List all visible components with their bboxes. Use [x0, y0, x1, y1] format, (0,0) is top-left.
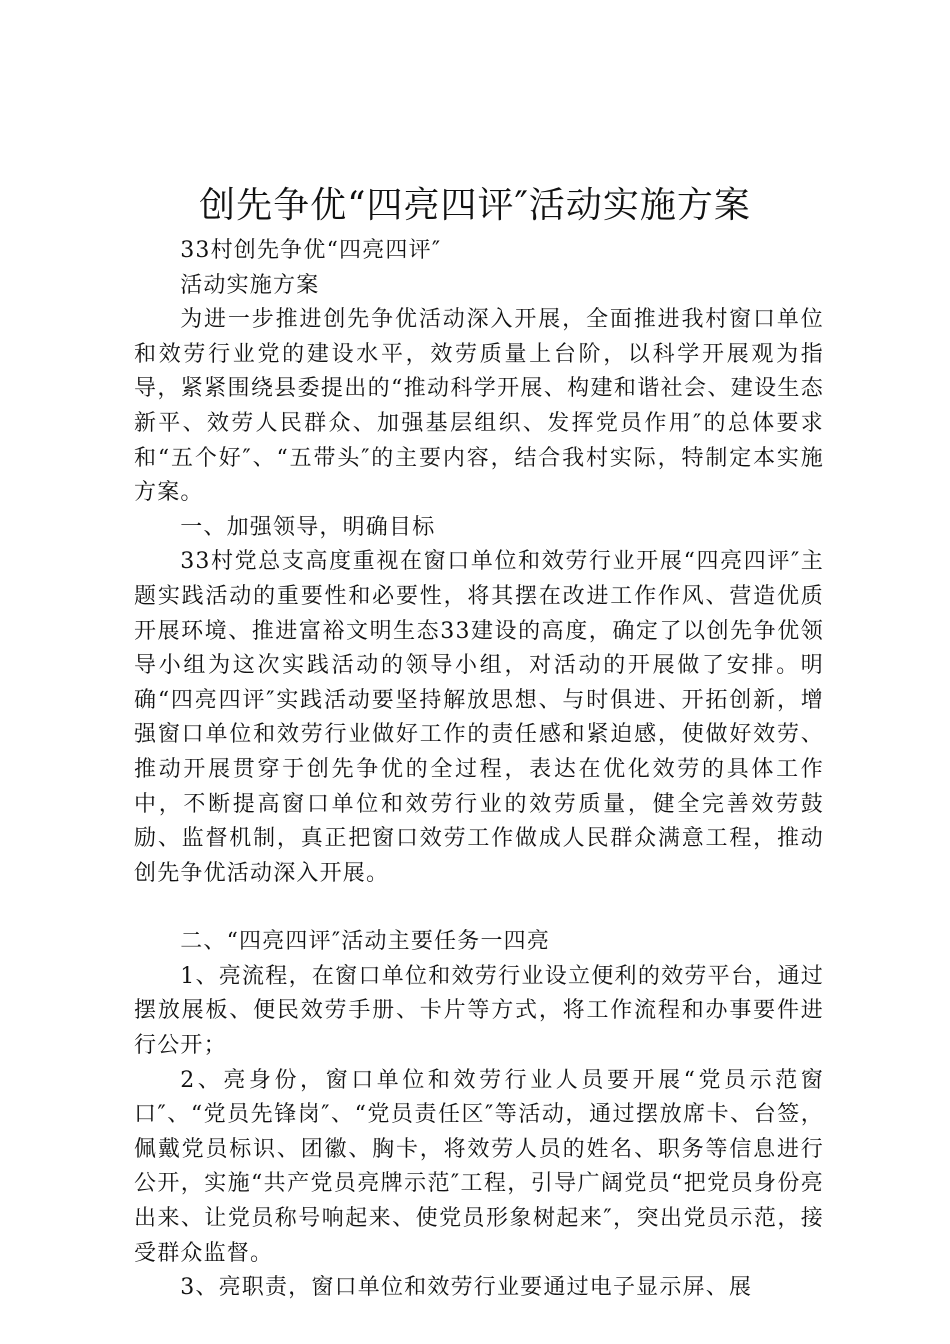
document-title: 创先争优“四亮四评″活动实施方案 — [199, 185, 751, 226]
intro-paragraph: 为进一步推进创先争优活动深入开展，全面推进我村窗口单位和效劳行业党的建设水平，效劳质量上台阶，以科学开展观为指导，紧紧围绕县委提出的“推动科学开展、构建和谐社会、建设生态新平、效劳人民群众、加强基层组织、发挥党员作用″的总体要求和“五个好″、“五带头″的主要内容，结合我村实际，特制定本实施方案。 — [134, 307, 824, 506]
section-2-heading: 二、“四亮四评″活动主要任务一四亮 — [180, 929, 551, 955]
subtitle-line-2: 活动实施方案 — [180, 272, 320, 298]
list-item-1: 1、亮流程，在窗口单位和效劳行业设立便利的效劳平台，通过摆放展板、便民效劳手册、卡片等方式，将工作流程和办事要件进行公开； — [134, 963, 824, 1059]
section-1-paragraph: 33村党总支高度重视在窗口单位和效劳行业开展“四亮四评″主题实践活动的重要性和必要性，将其摆在改进工作作风、营造优质开展环境、推进富裕文明生态33建设的高度，确定了以创先争优领导小组为这次实践活动的领导小组，对活动的开展做了安排。明确“四亮四评″实践活动要坚持解放思想、与时俱进、开拓创新，增强窗口单位和效劳行业做好工作的责任感和紧迫感，使做好效劳、推动开展贯穿于创先争优的全过程，表达在优化效劳的具体工作中，不断提高窗口单位和效劳行业的效劳质量，健全完善效劳鼓励、监督机制，真正把窗口效劳工作做成人民群众满意工程，推动创先争优活动深入开展。 — [134, 549, 824, 886]
paragraph-gap — [134, 891, 824, 925]
document-body — [134, 234, 824, 1306]
list-item-2: 2、亮身份，窗口单位和效劳行业人员要开展“党员示范窗口″、“党员先锋岗″、“党员责任区″等活动，通过摆放席卡、台签，佩戴党员标识、团徽、胸卡，将效劳人员的姓名、职务等信息进行公开，实施“共产党员亮牌示范″工程，引导广阔党员“把党员身份亮出来、让党员称号响起来、使党员形象树起来″，突出党员示范，接受群众监督。 — [134, 1067, 824, 1266]
list-item-3: 3、亮职责，窗口单位和效劳行业要通过电子显示屏、展 — [180, 1275, 753, 1301]
subtitle-line-1: 33村创先争优“四亮四评″ — [180, 238, 442, 263]
section-1-heading: 一、加强领导，明确目标 — [180, 514, 436, 540]
